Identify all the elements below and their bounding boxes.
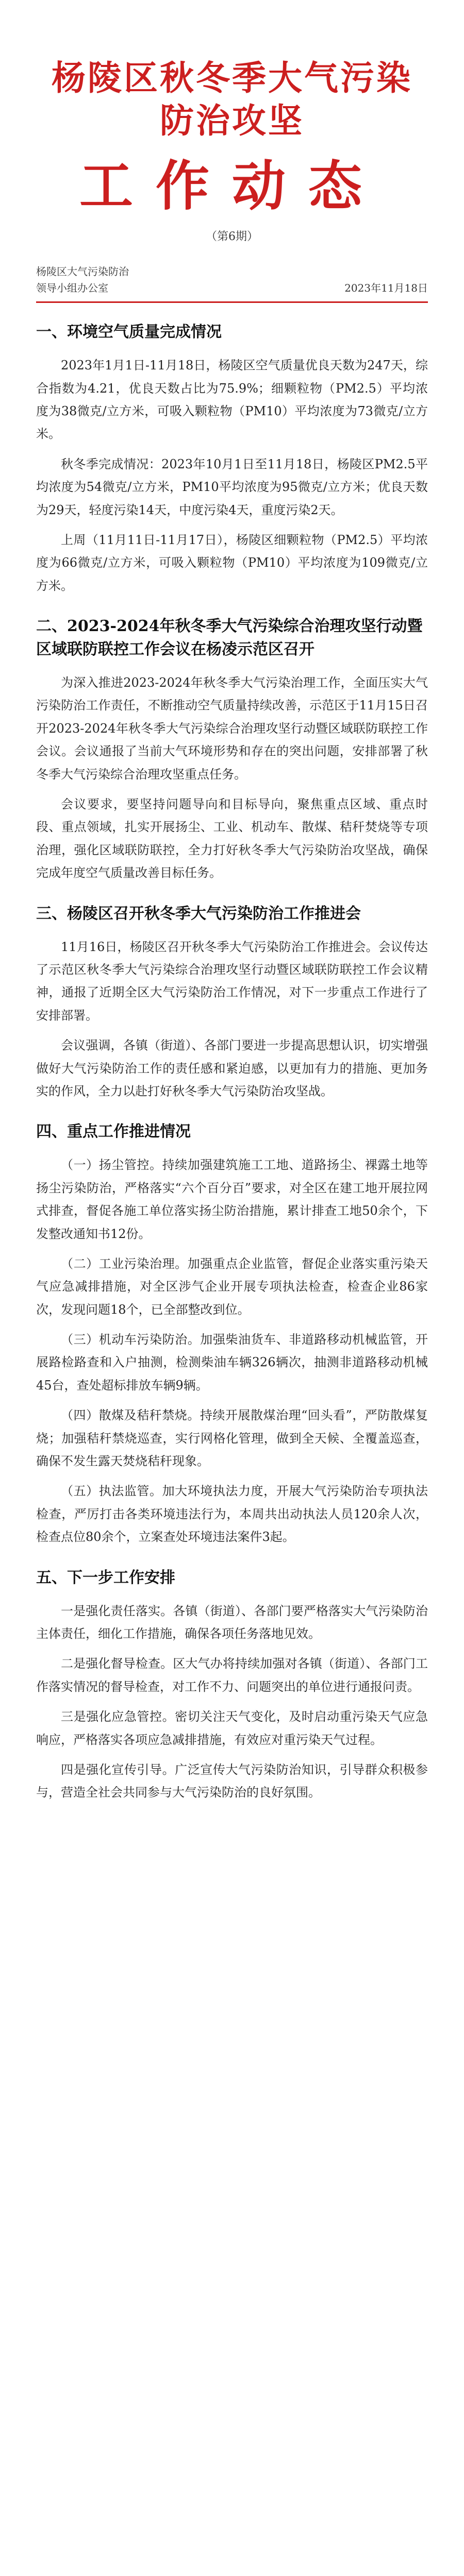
section-paragraph: 四是强化宣传引导。广泛宣传大气污染防治知识，引导群众积极参与，营造全社会共同参与大气污染防治的良好氛围。 xyxy=(36,1762,428,1800)
section-paragraph: 会议强调，各镇（街道）、各部门要进一步提高思想认识，切实增强做好大气污染防治工作的责任感和紧迫感，以更加有力的措施、更加务实的作风，全力以赴打好秋冬季大气污染防治攻坚战。 xyxy=(36,1038,428,1098)
header-meta xyxy=(36,263,428,296)
section-paragraph: （三）机动车污染防治。加强柴油货车、非道路移动机械监管，开展路检路查和入户抽测，检测柴油车辆326辆次，抽测非道路移动机械45台，查处超标排放车辆9辆。 xyxy=(36,1332,428,1393)
section-paragraph: 11月16日，杨陵区召开秋冬季大气污染防治工作推进会。会议传达了示范区秋冬季大气污染综合治理攻坚行动暨区域联防联控工作会议精神，通报了近期全区大气污染防治工作情况，对下一步重点工作进行了安排部署。 xyxy=(36,939,428,1023)
section-paragraph: 一是强化责任落实。各镇（街道）、各部门要严格落实大气污染防治主体责任，细化工作措施，确保各项任务落地见效。 xyxy=(36,1603,428,1641)
section-paragraph: 2023年1月1日-11月18日，杨陵区空气质量优良天数为247天，综合指数为4.21，优良天数占比为75.9%；细颗粒物（PM2.5）平均浓度为38微克/立方米，可吸入颗粒物（PM10）平均浓度为73微克/立方米。 xyxy=(36,358,428,442)
section xyxy=(36,902,428,1103)
section-heading: 一、环境空气质量完成情况 xyxy=(36,323,222,342)
org-line-2: 领导小组办公室 xyxy=(36,282,108,295)
document-body xyxy=(36,320,428,1804)
section xyxy=(36,1120,428,1548)
section-heading: 三、杨陵区召开秋冬季大气污染防治工作推进会 xyxy=(36,904,361,923)
section-paragraph: （四）散煤及秸秆禁烧。持续开展散煤治理“回头看”，严防散煤复烧；加强秸秆禁烧巡查，实行网格化管理，做到全天候、全覆盖巡查，确保不发生露天焚烧秸秆现象。 xyxy=(36,1408,428,1469)
header-divider xyxy=(36,301,428,303)
section-paragraph: （五）执法监管。加大环境执法力度，开展大气污染防治专项执法检查，严厉打击各类环境违法行为，本周共出动执法人员120余人次，检查点位80余个，立案查处环境违法案件3起。 xyxy=(36,1484,428,1545)
section-heading: 五、下一步工作安排 xyxy=(36,1568,175,1587)
masthead-subtitle: 工作动态 xyxy=(79,154,385,217)
section-paragraph: （二）工业污染治理。加强重点企业监管，督促企业落实重污染天气应急减排措施，对全区涉气企业开展专项执法检查，检查企业86家次，发现问题18个，已全部整改到位。 xyxy=(36,1256,428,1317)
section-heading: 二、2023-2024年秋冬季大气污染综合治理攻坚行动暨区域联防联控工作会议在杨凌示范区召开 xyxy=(36,617,423,659)
section-paragraph: 会议要求，要坚持问题导向和目标导向，聚焦重点区域、重点时段、重点领域，扎实开展扬尘、工业、机动车、散煤、秸秆焚烧等专项治理，强化区域联防联控，全力打好秋冬季大气污染防治攻坚战，确保完成年度空气质量改善目标任务。 xyxy=(36,797,428,880)
section-heading: 四、重点工作推进情况 xyxy=(36,1123,191,1141)
section xyxy=(36,615,428,885)
masthead xyxy=(36,0,428,244)
section-paragraph: 为深入推进2023-2024年秋冬季大气污染治理工作，全面压实大气污染防治工作责任，不断推动空气质量持续改善，示范区于11月15日召开2023-2024年秋冬季大气污染综合治理攻坚行动暨区域联防联控工作会议。会议通报了当前大气环境形势和存在的突出问题，安排部署了秋冬季大气污染综合治理攻坚重点任务。 xyxy=(36,675,428,782)
section xyxy=(36,320,428,597)
section-paragraph: 二是强化督导检查。区大气办将持续加强对各镇（街道）、各部门工作落实情况的督导检查，对工作不力、问题突出的单位进行通报问责。 xyxy=(36,1656,428,1694)
issue-number: （第6期） xyxy=(206,230,258,244)
section-paragraph: 三是强化应急管控。密切关注天气变化，及时启动重污染天气应急响应，严格落实各项应急减排措施，有效应对重污染天气过程。 xyxy=(36,1709,428,1747)
issue-date: 2023年11月18日 xyxy=(344,282,428,295)
section-paragraph: 上周（11月11日-11月17日），杨陵区细颗粒物（PM2.5）平均浓度为66微克/立方米，可吸入颗粒物（PM10）平均浓度为109微克/立方米。 xyxy=(36,532,428,593)
section xyxy=(36,1566,428,1804)
masthead-title: 杨陵区秋冬季大气污染防治攻坚 xyxy=(52,58,412,141)
issuing-organization xyxy=(36,263,129,296)
org-line-1: 杨陵区大气污染防治 xyxy=(36,265,129,278)
section-paragraph: （一）扬尘管控。持续加强建筑施工工地、道路扬尘、裸露土地等扬尘污染防治，严格落实“六个百分百”要求，对全区在建工地开展拉网式排查，督促各施工单位落实扬尘防治措施，累计排查工地50余个，下发整改通知书12份。 xyxy=(36,1158,428,1241)
section-paragraph: 秋冬季完成情况：2023年10月1日至11月18日，杨陵区PM2.5平均浓度为54微克/立方米，PM10平均浓度为95微克/立方米；优良天数为29天，轻度污染14天，中度污染4天，重度污染2天。 xyxy=(36,456,428,517)
